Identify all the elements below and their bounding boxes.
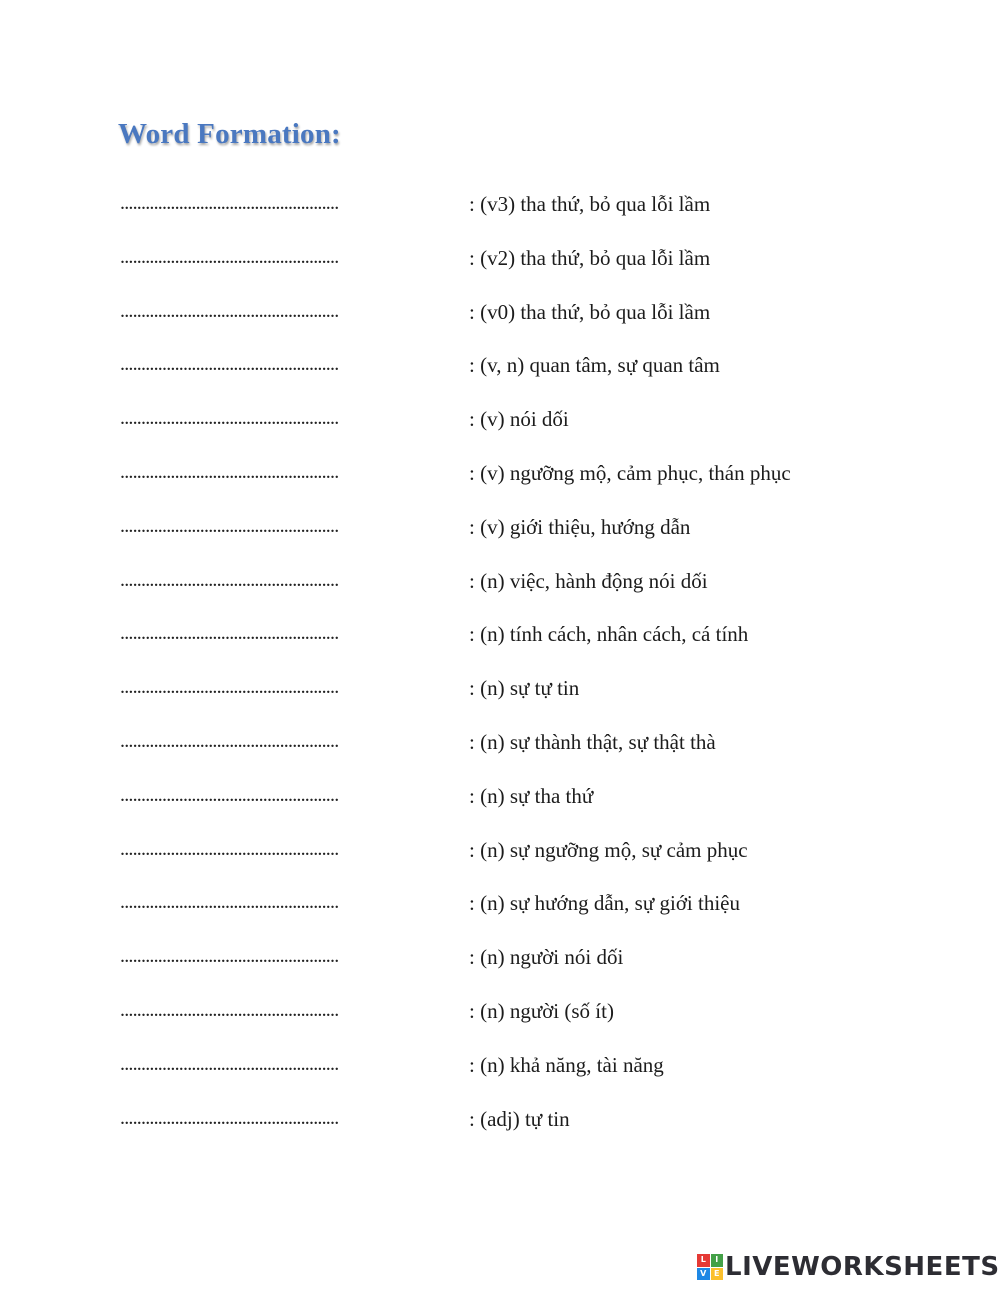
liveworksheets-logo — [697, 1252, 1000, 1282]
dotted-blank: .................................................... — [120, 998, 339, 1021]
answer-field[interactable] — [120, 190, 410, 218]
logo-letter-v: V — [697, 1268, 710, 1281]
meaning-text: : (n) tính cách, nhân cách, cá tính — [469, 622, 749, 647]
meaning-text: : (n) người (số ít) — [469, 998, 614, 1023]
meaning-text: : (v) ngưỡng mộ, cảm phục, thán phục — [469, 460, 791, 485]
meaning-text: : (n) sự tự tin — [469, 676, 580, 701]
word-row — [0, 672, 1000, 726]
word-row — [0, 1049, 1000, 1103]
dotted-blank: .................................................... — [120, 783, 339, 806]
word-row — [0, 941, 1000, 995]
dotted-blank: .................................................... — [120, 729, 339, 752]
word-row — [0, 188, 1000, 242]
word-row — [0, 296, 1000, 350]
word-row — [0, 780, 1000, 834]
answer-field[interactable] — [120, 889, 410, 917]
dotted-blank: .................................................... — [120, 622, 339, 645]
dotted-blank: .................................................... — [120, 192, 339, 214]
dotted-blank: .................................................... — [120, 891, 339, 914]
meaning-text: : (n) người nói dối — [469, 945, 624, 970]
word-row — [0, 834, 1000, 888]
word-row — [0, 242, 1000, 296]
word-list — [0, 188, 1000, 1156]
word-row — [0, 726, 1000, 780]
answer-field[interactable] — [120, 459, 410, 487]
logo-letter-e: E — [711, 1268, 724, 1281]
answer-field[interactable] — [120, 244, 410, 272]
meaning-text: : (v2) tha thứ, bỏ qua lỗi lầm — [469, 245, 711, 270]
answer-field[interactable] — [120, 1105, 410, 1133]
answer-field[interactable] — [120, 620, 410, 648]
dotted-blank: .................................................... — [120, 568, 339, 591]
word-row — [0, 565, 1000, 619]
meaning-text: : (v) giới thiệu, hướng dẫn — [469, 514, 691, 539]
dotted-blank: .................................................... — [120, 299, 339, 322]
answer-field[interactable] — [120, 567, 410, 595]
meaning-text: : (n) sự tha thứ — [469, 783, 594, 808]
meaning-text: : (v0) tha thứ, bỏ qua lỗi lầm — [469, 299, 711, 324]
dotted-blank: .................................................... — [120, 837, 339, 860]
meaning-text: : (n) sự thành thật, sự thật thà — [469, 729, 716, 754]
answer-field[interactable] — [120, 513, 410, 541]
meaning-text: : (v) nói dối — [469, 407, 569, 432]
dotted-blank: .................................................... — [120, 514, 339, 537]
word-row — [0, 887, 1000, 941]
word-row — [0, 457, 1000, 511]
dotted-blank: .................................................... — [120, 945, 339, 968]
meaning-text: : (n) sự hướng dẫn, sự giới thiệu — [469, 891, 741, 916]
meaning-text: : (v, n) quan tâm, sự quan tâm — [469, 353, 720, 378]
answer-field[interactable] — [120, 943, 410, 971]
answer-field[interactable] — [120, 405, 410, 433]
meaning-text: : (n) việc, hành động nói dối — [469, 568, 708, 593]
meaning-text: : (n) khả năng, tài năng — [469, 1052, 664, 1077]
logo-text: LIVEWORKSHEETS — [725, 1252, 1000, 1282]
answer-field[interactable] — [120, 1051, 410, 1079]
dotted-blank: .................................................... — [120, 1052, 339, 1075]
meaning-text: : (adj) tự tin — [469, 1106, 570, 1131]
word-row — [0, 349, 1000, 403]
meaning-text: : (v3) tha thứ, bỏ qua lỗi lầm — [469, 192, 711, 216]
answer-field[interactable] — [120, 674, 410, 702]
logo-mark-icon — [697, 1254, 723, 1280]
dotted-blank: .................................................... — [120, 1106, 339, 1129]
meaning-text: : (n) sự ngưỡng mộ, sự cảm phục — [469, 837, 748, 862]
dotted-blank: .................................................... — [120, 676, 339, 699]
word-row — [0, 618, 1000, 672]
dotted-blank: .................................................... — [120, 407, 339, 430]
dotted-blank: .................................................... — [120, 460, 339, 483]
logo-letter-l: L — [697, 1254, 710, 1267]
logo-letter-i: I — [711, 1254, 724, 1267]
dotted-blank: .................................................... — [120, 353, 339, 376]
answer-field[interactable] — [120, 351, 410, 379]
dotted-blank: .................................................... — [120, 245, 339, 268]
answer-field[interactable] — [120, 728, 410, 756]
answer-field[interactable] — [120, 997, 410, 1025]
page-title: Word Formation: — [118, 118, 341, 150]
answer-field[interactable] — [120, 836, 410, 864]
word-row — [0, 1103, 1000, 1157]
word-row — [0, 511, 1000, 565]
answer-field[interactable] — [120, 298, 410, 326]
word-row — [0, 995, 1000, 1049]
answer-field[interactable] — [120, 782, 410, 810]
word-row — [0, 403, 1000, 457]
